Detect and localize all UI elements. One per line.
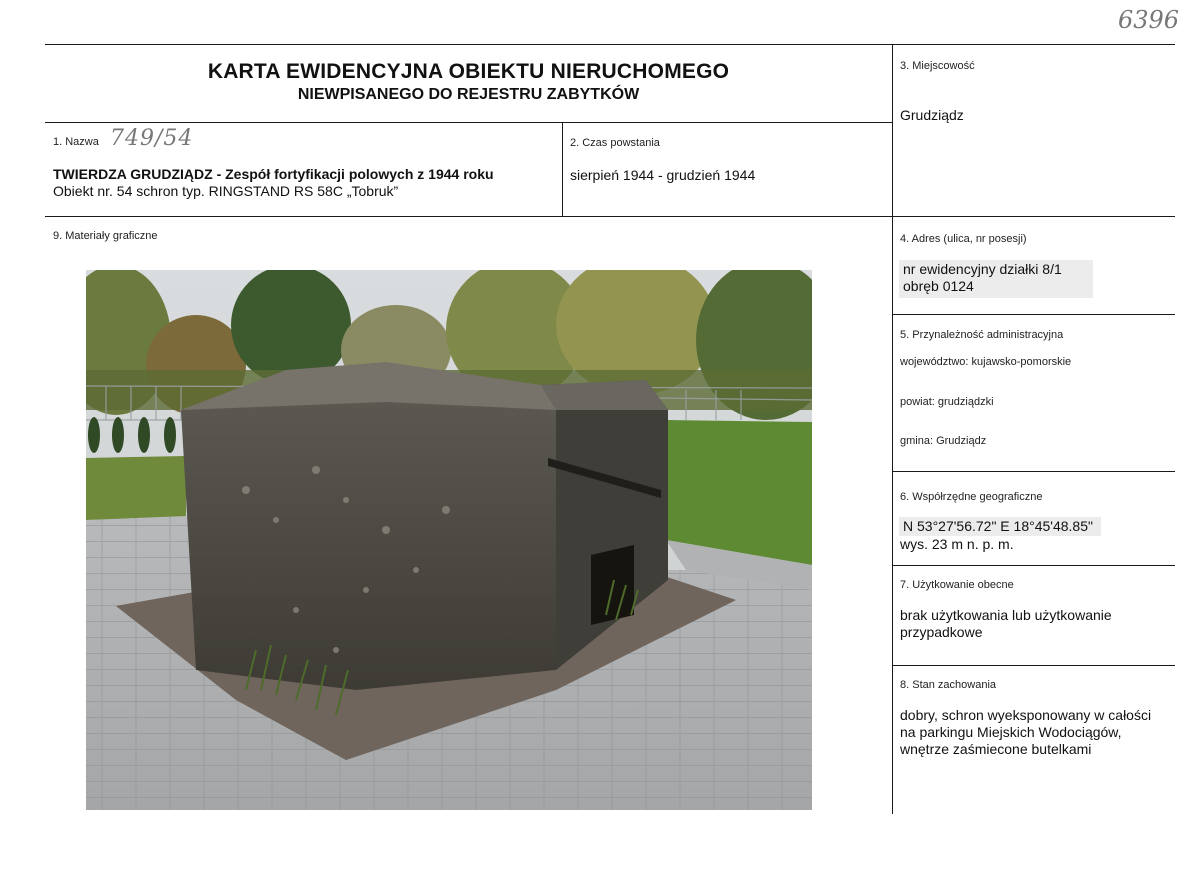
field-6-label: 6. Współrzędne geograficzne [900,491,1043,503]
coordinates: N 53°27'56.72" E 18°45'48.85" [899,517,1101,536]
handwritten-object-number: 749/54 [110,126,194,151]
card-title: KARTA EWIDENCYJNA OBIEKTU NIERUCHOMEGO [207,60,730,83]
condition-line-1: dobry, schron wyeksponowany w całości [900,707,1152,723]
field-2-label: 2. Czas powstania [570,137,660,149]
rule-right-4 [892,314,1175,315]
card-subtitle: NIEWPISANEGO DO REJESTRU ZABYTKÓW [297,86,640,103]
object-name: TWIERDZA GRUDZIĄDZ - Zespół fortyfikacji polowych z 1944 roku [53,166,494,182]
rule-under-title [45,122,892,123]
bunker-photo [86,270,812,810]
rule-vertical-main [892,44,893,814]
condition [900,707,1151,758]
field-4-label: 4. Adres (ulica, nr posesji) [900,233,1027,245]
handwritten-archive-number: 6396 [1118,6,1180,34]
construction-period: sierpień 1944 - grudzień 1944 [570,167,756,183]
card-header [45,60,892,104]
current-use-line-2: przypadkowe [900,624,983,640]
field-1-label: 1. Nazwa [53,136,99,148]
rule-vertical-mid [562,122,563,216]
rule-right-7 [892,665,1175,666]
commune: gmina: Grudziądz [900,435,987,447]
current-use-line-1: brak użytkowania lub użytkowanie [900,607,1112,623]
field-7-label: 7. Użytkowanie obecne [900,579,1014,591]
field-5-label: 5. Przynależność administracyjna [900,329,1064,341]
field-3-label: 3. Miejscowość [900,60,975,72]
rule-right-6 [892,565,1175,566]
altitude: wys. 23 m n. p. m. [900,536,1014,552]
field-8-label: 8. Stan zachowania [900,679,997,691]
county: powiat: grudziądzki [900,396,994,408]
field-9-label: 9. Materiały graficzne [53,230,158,242]
rule-under-name [45,216,1175,217]
cadastral-precinct: obręb 0124 [903,278,974,294]
voivodeship: województwo: kujawsko-pomorskie [900,356,1072,368]
address-box [899,260,1093,298]
current-use [900,607,1112,641]
condition-line-2: na parkingu Miejskich Wodociągów, [900,724,1122,740]
parcel-number: nr ewidencyjny działki 8/1 [903,261,1062,277]
condition-line-3: wnętrze zaśmiecone butelkami [900,741,1092,757]
locality: Grudziądz [900,107,964,123]
object-description: Obiekt nr. 54 schron typ. RINGSTAND RS 58C „Tobruk” [53,183,399,199]
rule-right-5 [892,471,1175,472]
rule-top [45,44,1175,45]
